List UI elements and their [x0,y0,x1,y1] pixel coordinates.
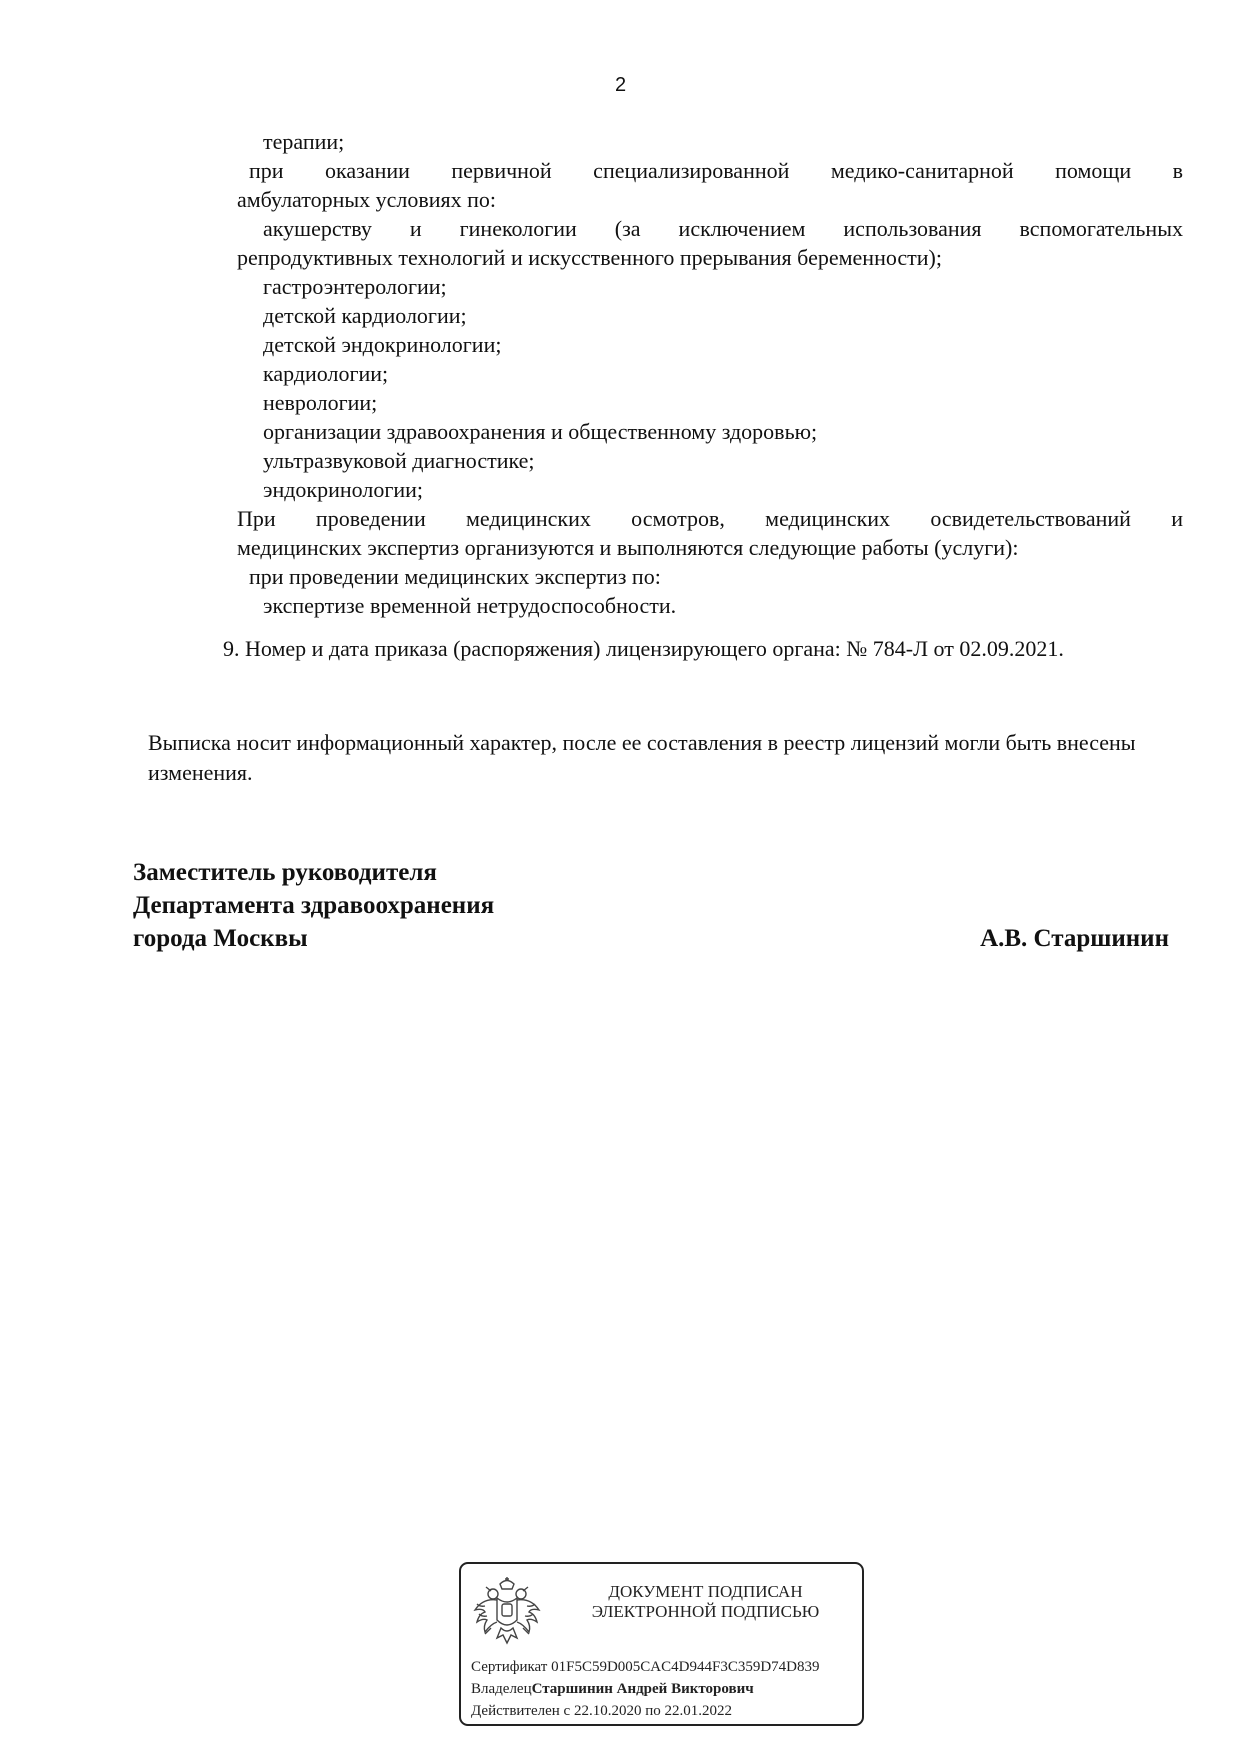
text-line: эндокринологии; [263,477,424,502]
double-headed-eagle-emblem-icon [471,1574,543,1650]
text-line: детской эндокринологии; [263,332,502,357]
owner-label: Владелец [471,1681,532,1697]
signer-position [133,856,494,955]
stamp-title-line: ДОКУМЕНТ ПОДПИСАН [608,1582,803,1601]
text-line: экспертизе временной нетрудоспособности. [263,593,677,618]
page-number: 2 [614,74,627,96]
text-line: неврологии; [263,390,378,415]
text-line: при проведении медицинских экспертиз по: [249,564,661,589]
stamp-details [471,1656,862,1722]
certificate-value: 01F5C59D005CAC4D944F3C359D74D839 [551,1659,820,1675]
owner-row [471,1678,862,1700]
certificate-label: Сертификат [471,1659,548,1675]
electronic-signature-stamp [459,1562,864,1726]
informational-note: Выписка носит информационный характер, после ее составления в реестр лицензий могли быть внесены изменения. [148,730,1136,785]
owner-value: Старшинин Андрей Викторович [531,1681,754,1697]
signer-position-line: Департамента здравоохранения [133,892,495,919]
signer-position-line: города Москвы [133,925,308,952]
signer-name: А.В. Старшинин [980,925,1169,952]
text-line: При проведении медицинских осмотров, медицинских освидетельствований и [237,506,1183,531]
text-line: репродуктивных технологий и искусственного прерывания беременности); [237,245,942,270]
signer-position-line: Заместитель руководителя [133,859,437,886]
text-line: ультразвуковой диагностике; [263,448,535,473]
validity-row: Действителен с 22.10.2020 по 22.01.2022 [471,1703,732,1719]
text-line: кардиологии; [263,361,389,386]
order-number-line: 9. Номер и дата приказа (распоряжения) лицензирующего органа: № 784-Л от 02.09.2021. [223,636,1064,661]
text-line: медицинских экспертиз организуются и выполняются следующие работы (услуги): [237,535,1019,560]
text-line: терапии; [263,129,345,154]
text-line: при оказании первичной специализированной медико-санитарной помощи в [249,158,1183,183]
certificate-row [471,1656,862,1678]
license-works-list [237,127,1183,620]
text-line: детской кардиологии; [263,303,467,328]
stamp-title [557,1582,854,1622]
text-line: гастроэнтерологии; [263,274,447,299]
text-line: акушерству и гинекологии (за исключением использования вспомогательных [263,216,1183,241]
text-line: амбулаторных условиях по: [237,187,497,212]
stamp-title-line: ЭЛЕКТРОННОЙ ПОДПИСЬЮ [591,1602,820,1621]
text-line: организации здравоохранения и общественному здоровью; [263,419,818,444]
